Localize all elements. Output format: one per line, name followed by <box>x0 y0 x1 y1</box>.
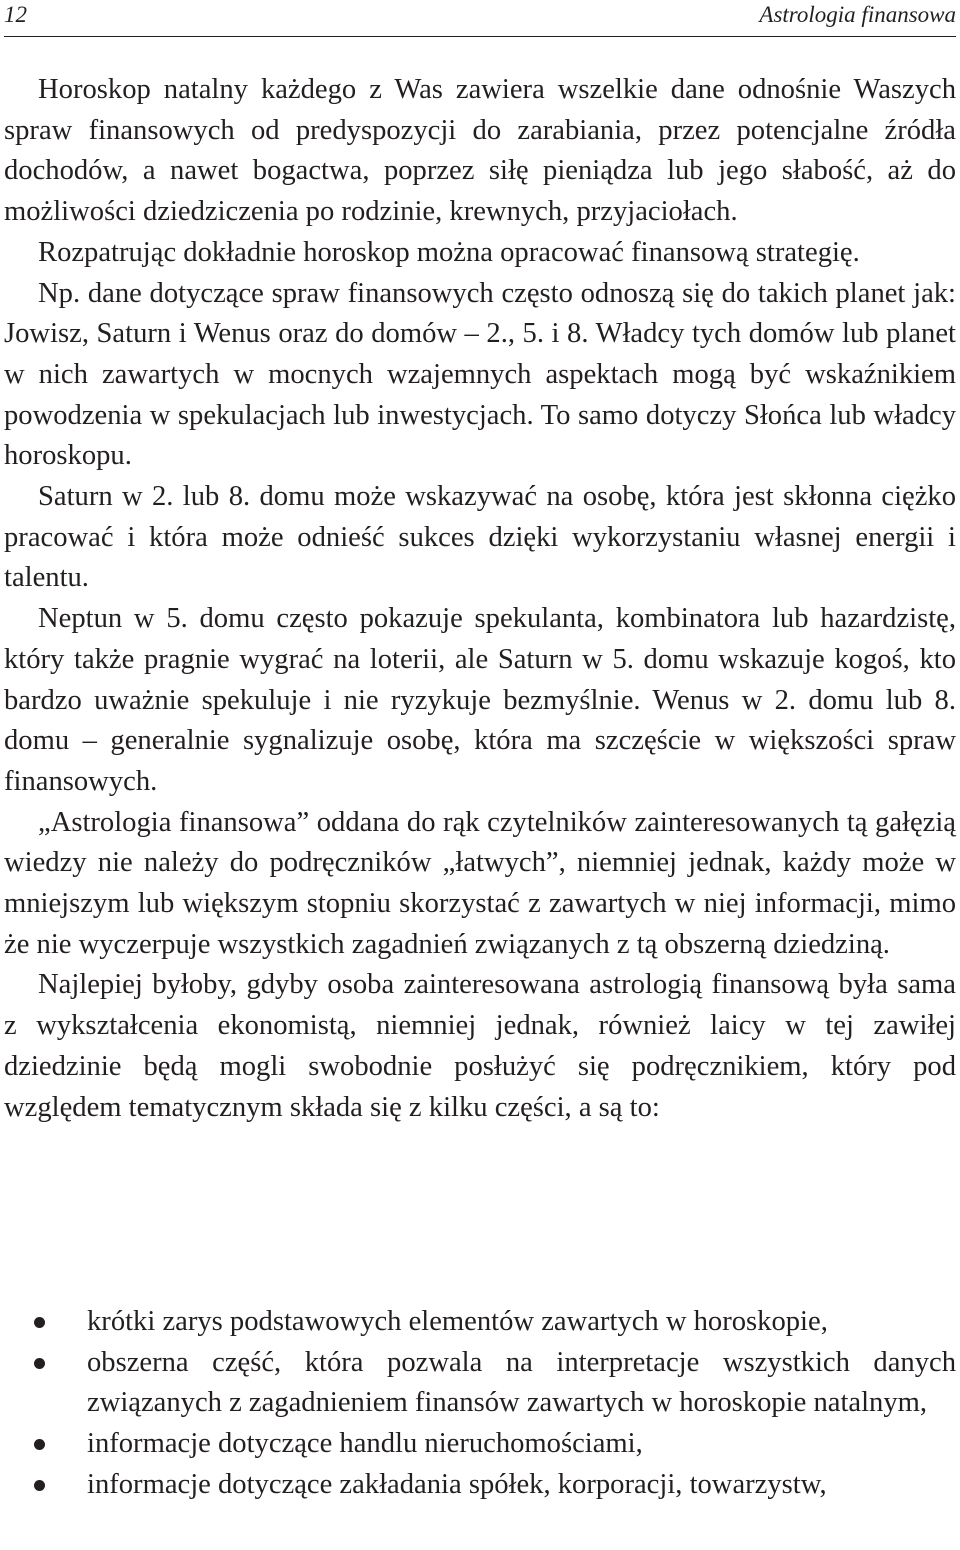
list-item <box>4 1302 956 1343</box>
paragraph-natal-chart: Horoskop natalny każdego z Was zawiera wszelkie dane odnośnie Waszych spraw finansowych od predyspozycji do zarabiania, przez potencjalne źródła dochodów, a nawet bogactwa, poprzez siłę pieniądza lub jego słabość, aż do możliwości dziedziczenia po rodzinie, krewnych, przyjaciołach. <box>4 74 956 228</box>
paragraph-strategy: Rozpatrując dokładnie horoskop można opracować finansową strategię. <box>38 236 860 268</box>
list-item-text: krótki zarys podstawowych elementów zawartych w horoskopie, <box>87 1306 828 1337</box>
bullet-icon <box>34 1317 45 1328</box>
bullet-icon <box>34 1439 45 1450</box>
contents-list <box>4 1302 956 1506</box>
body-text <box>4 70 956 1128</box>
page-header <box>4 0 956 37</box>
list-item <box>4 1424 956 1465</box>
bullet-icon <box>34 1358 45 1369</box>
bullet-icon <box>34 1480 45 1491</box>
list-item-text: obszerna część, która pozwala na interpretacje wszystkich danych związanych z zagadnieniem finansów zawartych w horoskopie natalnym, <box>87 1346 956 1419</box>
paragraph-planets-houses: Np. dane dotyczące spraw finansowych często odnoszą się do takich planet jak: Jowisz, Saturn i Wenus oraz do domów – 2., 5. i 8. Władcy tych domów lub planet w nich zawartych w mocnych wzajemnych aspektach mogą być wskaźnikiem powodzenia w spekulacjach lub inwestycjach. To samo dotyczy Słońca lub władcy horoskopu. <box>4 277 956 472</box>
list-item-text: informacje dotyczące zakładania spółek, korporacji, towarzystw, <box>87 1468 827 1500</box>
paragraph-book-intro: „Astrologia finansowa” oddana do rąk czytelników zainteresowanych tą gałęzią wiedzy nie należy do podręczników „łatwych”, niemniej jednak, każdy może w mniejszym lub większym stopniu skorzystać z zawartych w niej informacji, mimo że nie wyczerpuje wszystkich zagadnień związanych z tą obszerną dziedziną. <box>4 806 956 960</box>
paragraph-neptune: Neptun w 5. domu często pokazuje spekulanta, kombinatora lub hazardzistę, który także pragnie wygrać na loterii, ale Saturn w 5. domu wskazuje kogoś, kto bardzo uważnie spekuluje i nie ryzykuje bezmyślnie. Wenus w 2. domu lub 8. domu – generalnie sygnalizuje osobę, która ma szczęście w większości spraw finansowych. <box>4 603 956 797</box>
paragraph-saturn: Saturn w 2. lub 8. domu może wskazywać na osobę, która jest skłonna ciężko pracować i która może odnieść sukces dzięki wykorzystaniu własnej energii i talentu. <box>4 481 956 594</box>
list-item-text: informacje dotyczące handlu nieruchomościami, <box>87 1428 643 1460</box>
running-title: Astrologia finansowa <box>759 2 956 27</box>
list-item <box>4 1343 956 1424</box>
list-item <box>4 1465 956 1506</box>
paragraph-reader: Najlepiej byłoby, gdyby osoba zainteresowana astrologią finansową była sama z wykształcenia ekonomistą, niemniej jednak, również laicy w tej zawiłej dziedzinie będą mogli swobodnie posłużyć się podręcznikiem, który pod względem tematycznym składa się z kilku części, a są to: <box>4 969 956 1123</box>
page-number: 12 <box>4 2 27 27</box>
